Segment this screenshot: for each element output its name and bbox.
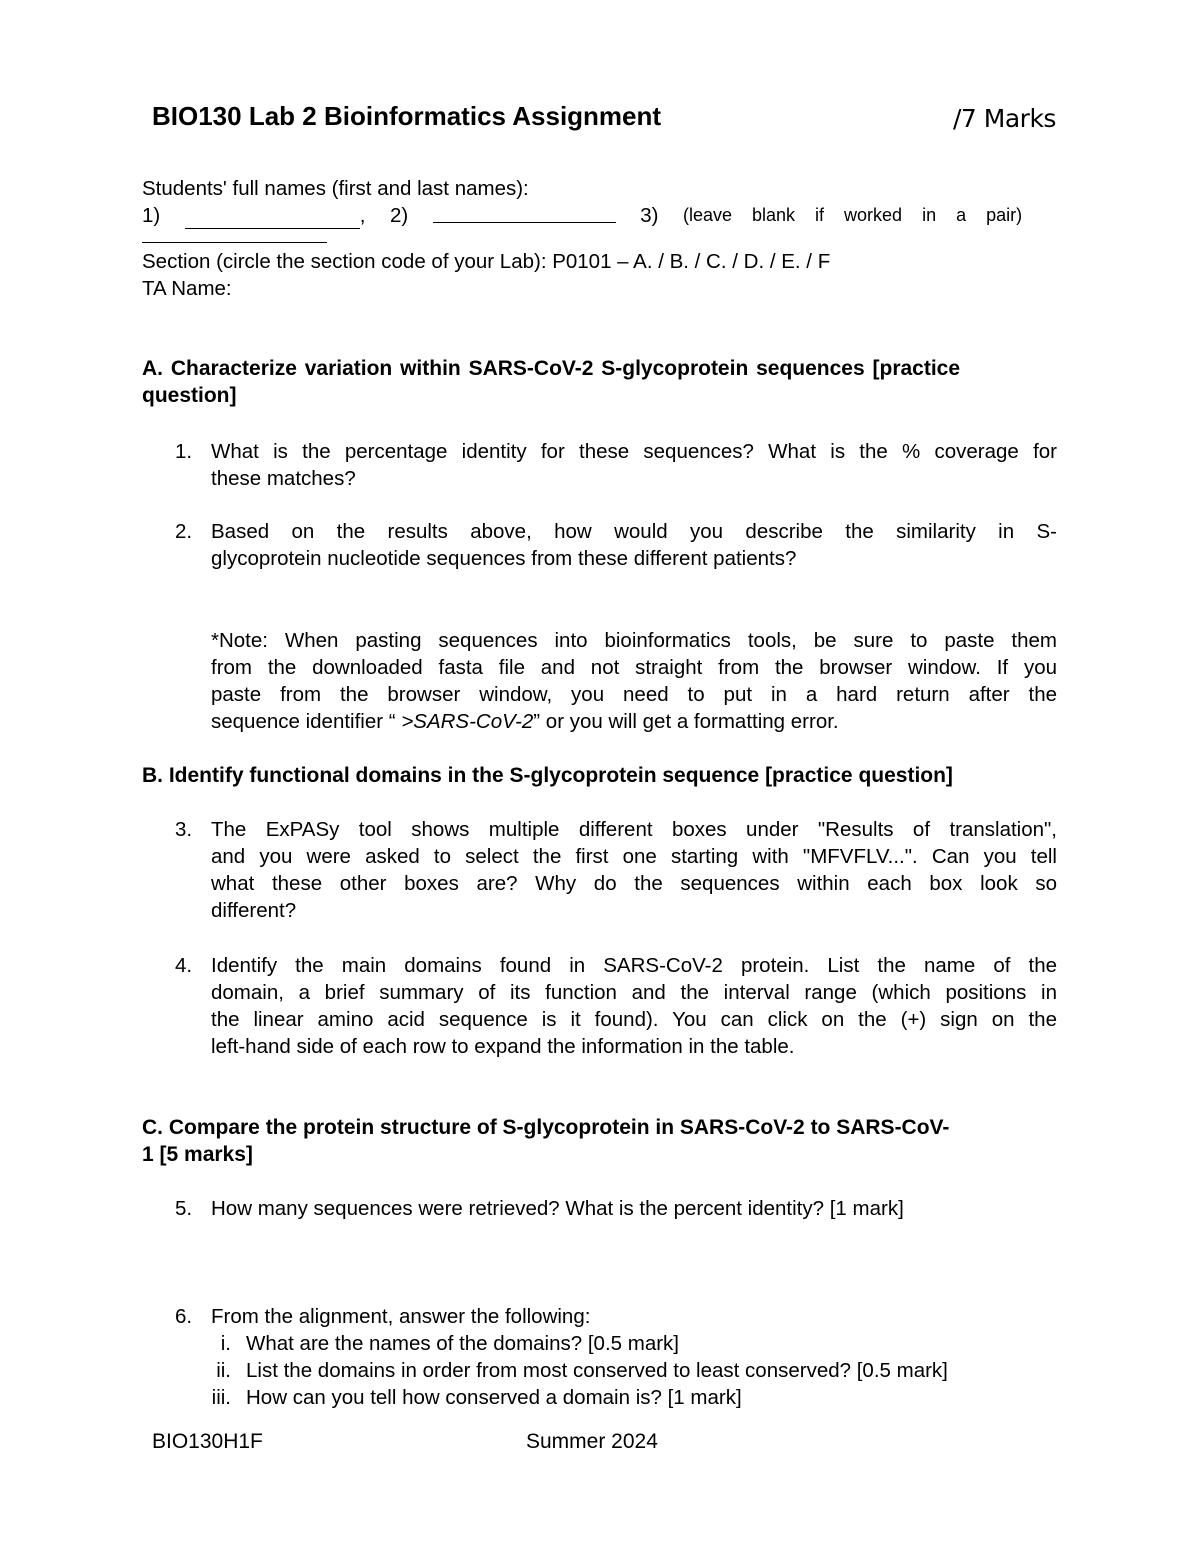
ta-name-line: TA Name: bbox=[142, 277, 232, 300]
student-names-label: Students' full names (first and last names): bbox=[142, 177, 529, 200]
question-text-line: left-hand side of each row to expand the information in the table. bbox=[211, 1035, 795, 1058]
question-number: 3. bbox=[175, 818, 193, 841]
student-name-blanks bbox=[142, 202, 1058, 229]
section-b-heading: B. Identify functional domains in the S-glycoprotein sequence [practice question] bbox=[142, 764, 953, 787]
note-line: *Note: When pasting sequences into bioinformatics tools, be sure to paste them bbox=[211, 629, 1057, 652]
note-paragraph bbox=[211, 627, 1057, 735]
question-number: 5. bbox=[175, 1197, 193, 1220]
question-text-line: glycoprotein nucleotide sequences from these different patients? bbox=[211, 547, 797, 570]
note-line: paste from the browser window, you need to put in a hard return after the bbox=[211, 683, 1057, 706]
question-number: 2. bbox=[175, 520, 193, 543]
section-a-heading: A. Characterize variation within SARS-CoV-2 S-glycoprotein sequences [practice question] bbox=[142, 357, 961, 407]
question-1 bbox=[175, 438, 1057, 492]
document-title: BIO130 Lab 2 Bioinformatics Assignment bbox=[152, 101, 662, 131]
question-text-line: what these other boxes are? Why do the sequences within each box look so bbox=[211, 872, 1057, 895]
blank-2-label: 2) bbox=[389, 204, 409, 227]
sub-question-i bbox=[220, 1330, 679, 1357]
blank-3-label: 3) bbox=[640, 204, 659, 227]
note-line-last: sequence identifier “ >SARS-CoV-2” or you will get a formatting error. bbox=[211, 710, 839, 733]
sub-question-text: How can you tell how conserved a domain is? [1 mark] bbox=[246, 1386, 742, 1409]
question-number: 4. bbox=[175, 954, 193, 977]
question-number: 6. bbox=[175, 1305, 193, 1328]
sub-question-number: ii. bbox=[216, 1359, 231, 1382]
question-5 bbox=[175, 1195, 1057, 1222]
sub-question-number: i. bbox=[220, 1332, 231, 1355]
question-text-line: The ExPASy tool shows multiple different boxes under "Results of translation", bbox=[211, 818, 1057, 841]
total-marks: /7 Marks bbox=[953, 104, 1056, 133]
question-number: 1. bbox=[175, 440, 193, 463]
section-c-heading: C. Compare the protein structure of S-glycoprotein in SARS-CoV-2 to SARS-CoV- 1 [5 marks] bbox=[142, 1116, 950, 1166]
question-text-line: these matches? bbox=[211, 467, 356, 490]
sub-question-number: iii. bbox=[211, 1386, 231, 1409]
question-4 bbox=[175, 952, 1057, 1060]
sub-question-iii bbox=[211, 1384, 742, 1411]
question-text-line: How many sequences were retrieved? What is the percent identity? [1 mark] bbox=[211, 1197, 904, 1220]
blank-1-label: 1) bbox=[142, 204, 161, 227]
question-6 bbox=[175, 1303, 1057, 1330]
question-text-line: What is the percentage identity for these sequences? What is the % coverage for bbox=[211, 440, 1057, 463]
blank-separator: , bbox=[359, 204, 366, 227]
question-3 bbox=[175, 816, 1057, 924]
sub-question-ii bbox=[216, 1357, 948, 1384]
blank-3-note: (leave blank if worked in a pair) bbox=[682, 205, 1023, 225]
question-text-line: the linear amino acid sequence is it found). You can click on the (+) sign on the bbox=[211, 1008, 1057, 1031]
question-text-line: domain, a brief summary of its function and the interval range (which positions in bbox=[211, 981, 1057, 1004]
sub-question-text: What are the names of the domains? [0.5 mark] bbox=[246, 1332, 679, 1355]
footer-term: Summer 2024 bbox=[526, 1430, 658, 1453]
student-name-blank-2[interactable] bbox=[433, 202, 616, 223]
sub-question-text: List the domains in order from most conserved to least conserved? [0.5 mark] bbox=[246, 1359, 948, 1382]
question-text-line: Identify the main domains found in SARS-CoV-2 protein. List the name of the bbox=[211, 954, 1057, 977]
note-line: from the downloaded fasta file and not straight from the browser window. If you bbox=[211, 656, 1057, 679]
section-line: Section (circle the section code of your Lab): P0101 – A. / B. / C. / D. / E. / F bbox=[142, 250, 831, 273]
student-name-blank-3[interactable] bbox=[142, 226, 327, 243]
question-text-line: Based on the results above, how would you describe the similarity in S- bbox=[211, 520, 1057, 543]
question-text-line: and you were asked to select the first one starting with "MFVFLV...". Can you tell bbox=[211, 845, 1057, 868]
question-2 bbox=[175, 518, 1057, 572]
question-text-line: different? bbox=[211, 899, 297, 922]
question-text-line: From the alignment, answer the following: bbox=[211, 1305, 591, 1328]
footer-course-code: BIO130H1F bbox=[152, 1430, 263, 1453]
sequence-identifier: >SARS-CoV-2 bbox=[401, 710, 534, 733]
